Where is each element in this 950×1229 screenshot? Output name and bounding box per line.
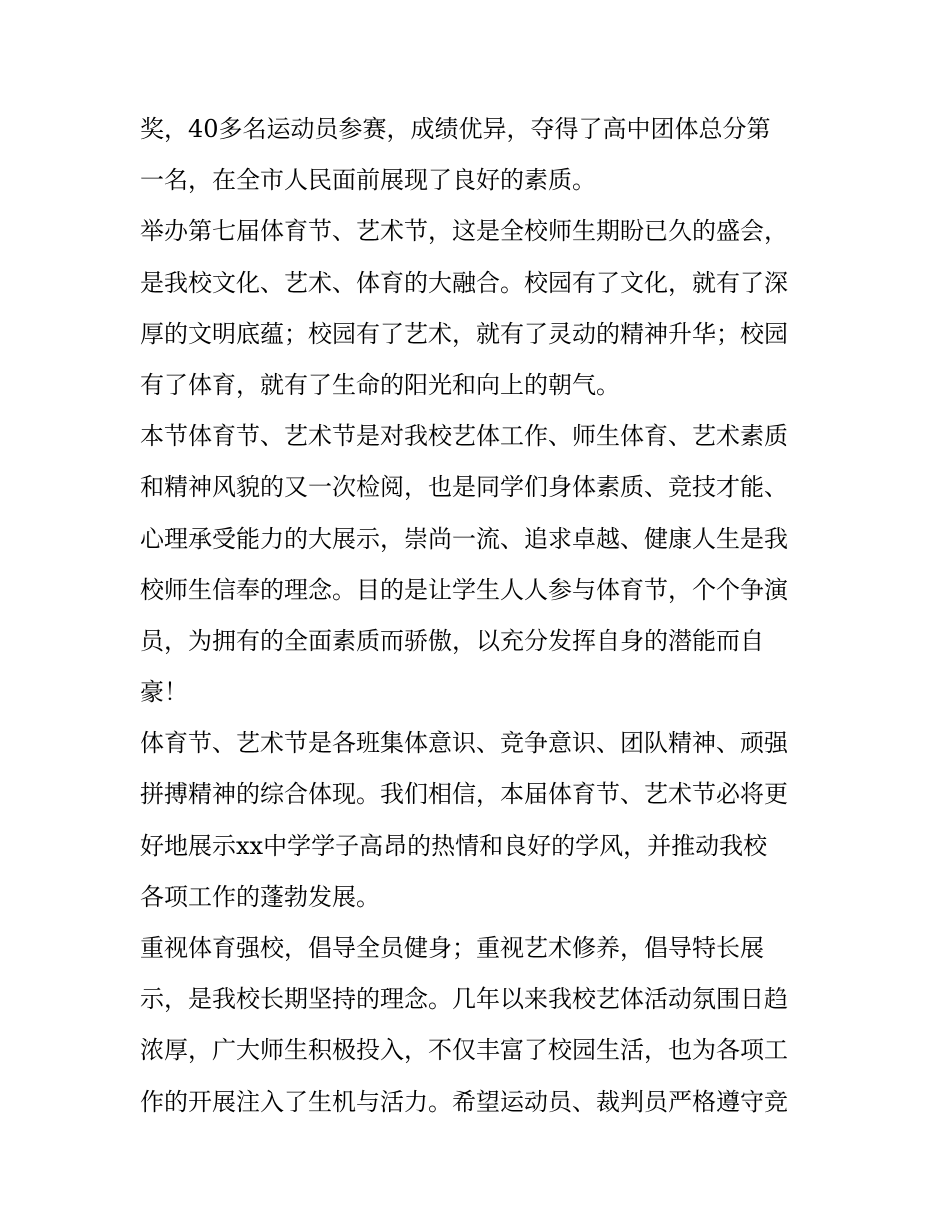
text-line: 示，是我校长期坚持的理念。几年以来我校艺体活动氛围日趋 — [140, 985, 788, 1014]
text-line: 是我校文化、艺术、体育的大融合。校园有了文化，就有了深 — [140, 268, 788, 297]
text-line: 重视体育强校，倡导全员健身；重视艺术修养，倡导特长展 — [140, 934, 764, 962]
paragraph-5 — [140, 923, 820, 1128]
paragraph-1 — [140, 104, 820, 206]
text-line: 校师生信奉的理念。目的是让学生人人参与体育节，个个争演 — [140, 575, 788, 604]
text-line: 好地展示xx中学学子高昂的热情和良好的学风，并推动我校 — [140, 831, 768, 860]
paragraph-2 — [140, 206, 820, 411]
text-line: 和精神风貌的又一次检阅，也是同学们身体素质、竞技才能、 — [140, 473, 788, 502]
text-line: 厚的文明底蕴；校园有了艺术，就有了灵动的精神升华；校园 — [140, 319, 788, 348]
text-line: 各项工作的蓬勃发展。 — [140, 882, 380, 911]
text-line: 拼搏精神的综合体现。我们相信，本届体育节、艺术节必将更 — [140, 780, 788, 809]
paragraph-3 — [140, 411, 820, 718]
text-line: 举办第七届体育节、艺术节，这是全校师生期盼已久的盛会， — [140, 217, 788, 246]
text-line: 作的开展注入了生机与活力。希望运动员、裁判员严格遵守竞 — [140, 1087, 788, 1116]
text-line: 豪！ — [140, 678, 188, 707]
text-line: 一名，在全市人民面前展现了良好的素质。 — [140, 166, 596, 195]
document-body — [140, 104, 820, 1128]
text-line: 有了体育，就有了生命的阳光和向上的朝气。 — [140, 370, 620, 399]
text-line: 奖，40多名运动员参赛，成绩优异，夺得了高中团体总分第 — [140, 115, 771, 143]
text-line: 心理承受能力的大展示，崇尚一流、追求卓越、健康人生是我 — [140, 524, 788, 553]
text-line: 浓厚，广大师生积极投入，不仅丰富了校园生活，也为各项工 — [140, 1036, 788, 1065]
text-line: 体育节、艺术节是各班集体意识、竞争意识、团队精神、顽强 — [140, 729, 788, 758]
paragraph-4 — [140, 718, 820, 923]
text-line: 员，为拥有的全面素质而骄傲，以充分发挥自身的潜能而自 — [140, 626, 764, 655]
text-line: 本节体育节、艺术节是对我校艺体工作、师生体育、艺术素质 — [140, 422, 788, 451]
